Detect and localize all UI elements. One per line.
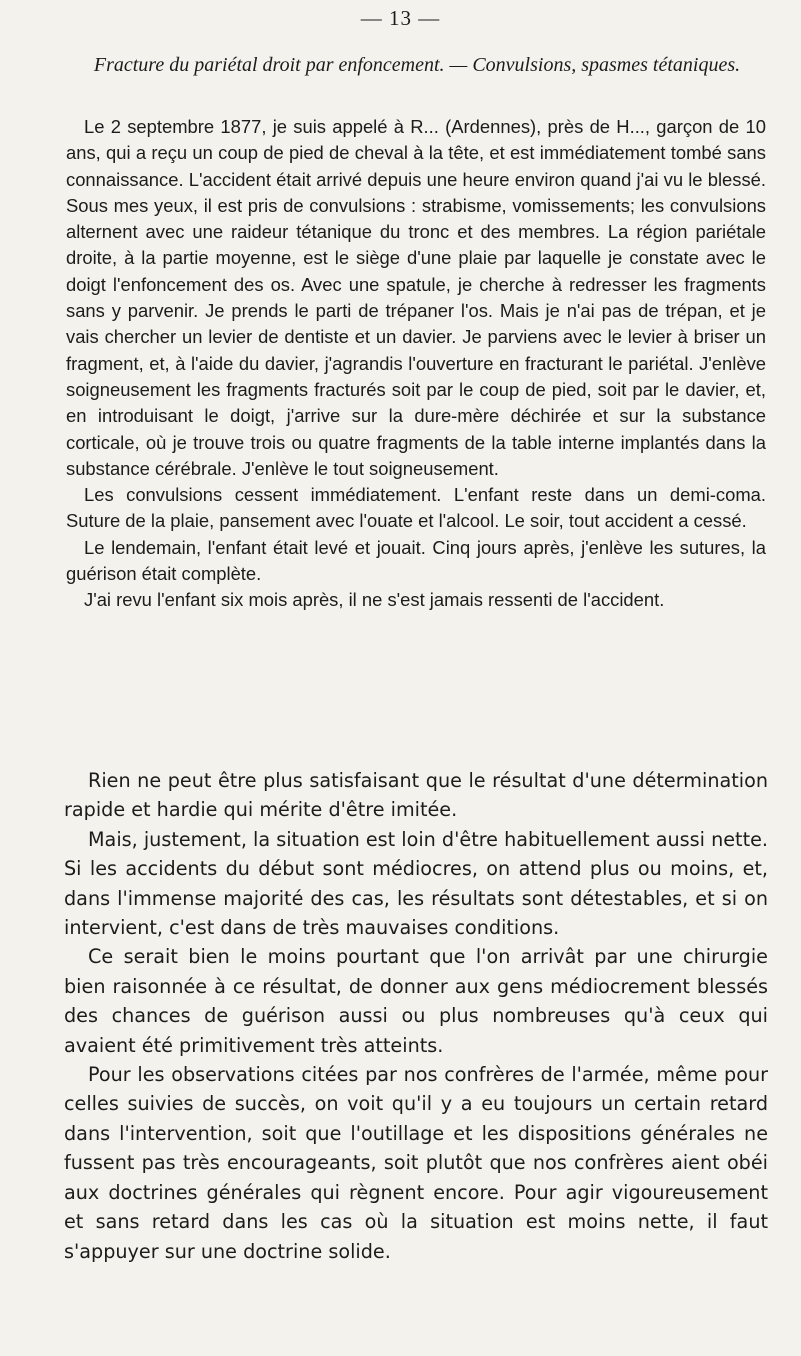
case-paragraph: J'ai revu l'enfant six mois après, il ne s'est jamais ressenti de l'accident.	[84, 589, 665, 611]
page-number: — 13 —	[360, 6, 441, 30]
commentary-paragraph: Pour les observations citées par nos confrères de l'armée, même pour celles suivies de succès, on voit qu'il y a eu toujours un certain retard dans l'intervention, soit que l'outillage et les dispositions générales ne fussent pas très encourageants, soit plutôt que nos confrères aient obéi aux doctrines générales qui règnent encore. Pour agir vigoureusement et sans retard dans les cas où la situation est moins nette, il faut s'appuyer sur une doctrine solide.	[64, 1063, 768, 1263]
commentary-paragraph: Rien ne peut être plus satisfaisant que le résultat d'une détermination rapide et hardie qui mérite d'être imitée.	[64, 769, 768, 822]
commentary-paragraph: Mais, justement, la situation est loin d'être habituellement aussi nette. Si les accidents du début sont médiocres, on attend plus ou moins, et, dans l'immense majorité des cas, les résultats sont détestables, et si on intervient, c'est dans de très mauvaises conditions.	[64, 827, 769, 940]
case-paragraph: Le 2 septembre 1877, je suis appelé à R... (Ardennes), près de H..., garçon de 10 ans, qui a reçu un coup de pied de cheval à la tête, et est immédiatement tombé sans connaissance. L'accident était arrivé depuis une heure environ quand j'ai vu le blessé. Sous mes yeux, il est pris de convulsions : strabisme, vomissements; les convulsions alternent avec une raideur tétanique du tronc et des membres. La région pariétale droite, à la partie moyenne, est le siège d'une plaie par laquelle je constate avec le doigt l'enfoncement des os. Avec une spatule, je cherche à redresser les fragments sans y parvenir. Je prends le parti de trépaner l'os. Mais je n'ai pas de trépan, et je vais chercher un levier de dentiste et un davier. Je parviens avec le levier à briser un fragment, et, à l'aide du davier, j'agrandis l'ouverture en fracturant le pariétal. J'enlève soigneusement les fragments fracturés soit par le coup de pied, soit par le davier, et, en introduisant le doigt, j'arrive sur la dure-mère déchirée et sur la substance corticale, où je trouve trois ou quatre fragments de la table interne implantés dans la substance cérébrale. J'enlève le tout soigneusement.	[66, 116, 766, 479]
case-report	[66, 114, 766, 614]
case-paragraph: Le lendemain, l'enfant était levé et jouait. Cinq jours après, j'enlève les sutures, la guérison était complète.	[66, 536, 766, 585]
commentary	[64, 766, 768, 1266]
commentary-paragraph: Ce serait bien le moins pourtant que l'on arrivât par une chirurgie bien raisonnée à ce résultat, de donner aux gens médiocrement blessés des chances de guérison aussi ou plus nombreuses qu'à ceux qui avaient été primitivement très atteints.	[64, 945, 768, 1057]
case-title: Fracture du pariétal droit par enfoncement. — Convulsions, spasmes tétaniques.	[93, 54, 741, 76]
case-paragraph: Les convulsions cessent immédiatement. L'enfant reste dans un demi-coma. Suture de la plaie, pansement avec l'ouate et l'alcool. Le soir, tout accident a cessé.	[66, 484, 766, 532]
